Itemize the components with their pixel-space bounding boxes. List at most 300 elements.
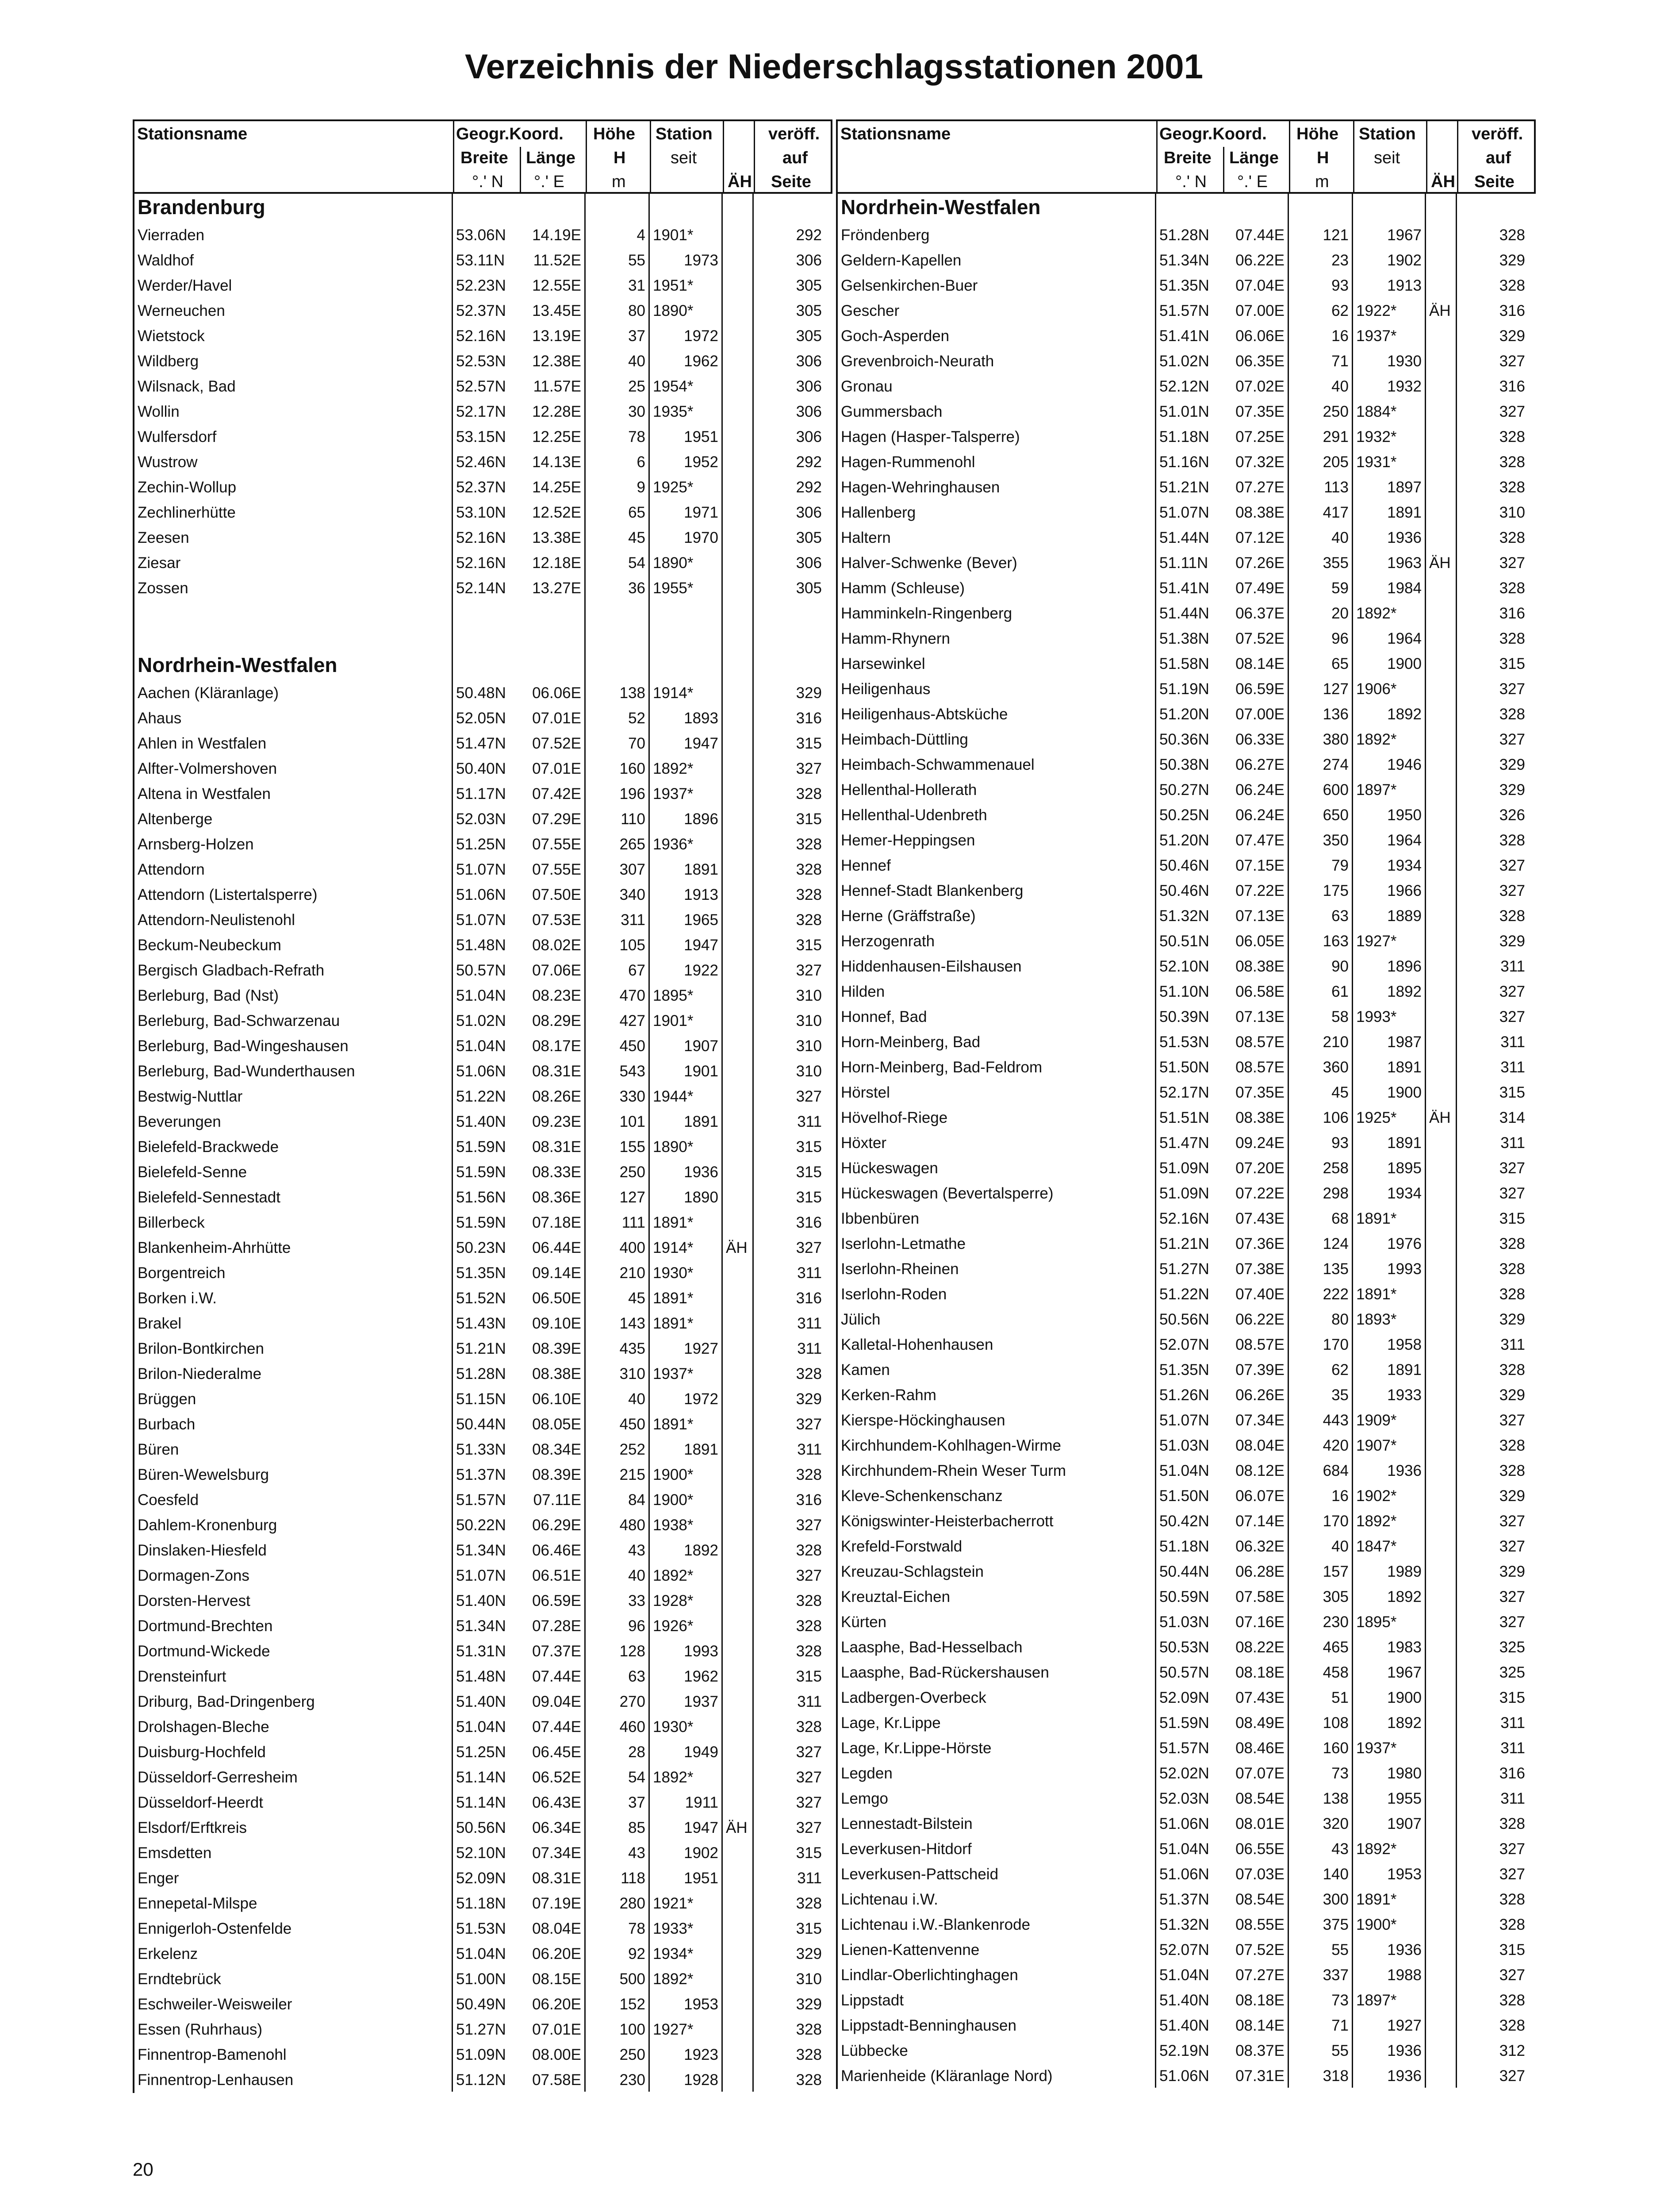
station-since [1353, 1987, 1426, 2012]
ah-flag [723, 1638, 754, 1663]
latitude: 51.04N [456, 1037, 506, 1055]
coordinates-cell [1156, 1861, 1289, 1886]
table-row [838, 1912, 1538, 1938]
ah-flag [1426, 726, 1457, 751]
latitude: 52.53N [456, 353, 506, 370]
latitude: 51.10N [1159, 983, 1209, 1000]
ah-flag [723, 881, 754, 906]
station-since-value: 1946 [1387, 756, 1422, 773]
station-name: Wollin [134, 398, 453, 423]
table-row [134, 1715, 834, 1740]
header-deg-e: °.' E [1237, 173, 1268, 191]
table-row [134, 1009, 834, 1034]
station-since [650, 1184, 723, 1209]
table-row [838, 677, 1538, 702]
station-since [650, 1159, 723, 1184]
station-since-value: 1922 [684, 962, 718, 979]
header-m: m [612, 173, 626, 191]
elevation: 250 [1289, 398, 1353, 423]
station-name: Lage, Kr.Lippe [838, 1709, 1156, 1735]
station-name: Kleve-Schenkenschanz [838, 1482, 1156, 1508]
station-name: Werder/Havel [134, 272, 453, 297]
station-name: Finnentrop-Lenhausen [134, 2066, 453, 2092]
station-since [650, 2016, 723, 2041]
ah-flag [723, 1764, 754, 1789]
ah-flag [1426, 1155, 1457, 1180]
coordinates-cell [1156, 1306, 1289, 1331]
empty-cell [134, 625, 453, 650]
ah-flag [1426, 1407, 1457, 1432]
latitude: 50.57N [1159, 1664, 1209, 1681]
ah-flag [1426, 1482, 1457, 1508]
latitude: 51.31N [456, 1643, 506, 1660]
published-page: 328 [1499, 1260, 1525, 1278]
coordinates-cell [453, 1814, 586, 1839]
station-name: Leverkusen-Hitdorf [838, 1836, 1156, 1861]
station-since [650, 755, 723, 780]
elevation: 65 [586, 499, 650, 524]
coordinates-cell [453, 524, 586, 549]
coordinates-cell [1156, 1382, 1289, 1407]
header-deg-e: °.' E [534, 173, 564, 191]
station-since-value: 1895* [1356, 1613, 1397, 1631]
station-since-value: 1967 [1387, 1664, 1422, 1681]
coordinates-cell [453, 2041, 586, 2066]
station-name: Kirchhundem-Kohlhagen-Wirme [838, 1432, 1156, 1457]
table-row [134, 2017, 834, 2043]
station-since-value: 1911 [685, 1794, 718, 1811]
table-row [838, 1559, 1538, 1585]
table-row [134, 349, 834, 374]
elevation: 43 [586, 1537, 650, 1562]
station-since [1353, 751, 1426, 776]
station-since-value: 1932 [1387, 378, 1422, 395]
empty-cell [134, 600, 453, 625]
latitude: 51.18N [1159, 1538, 1209, 1555]
station-since-value: 1972 [684, 1390, 718, 1408]
latitude: 50.23N [456, 1239, 506, 1256]
table-row [838, 1534, 1538, 1559]
station-since [1353, 373, 1426, 398]
elevation: 80 [1289, 1306, 1353, 1331]
station-name: Aachen (Kläranlage) [134, 680, 453, 705]
latitude: 51.50N [1159, 1487, 1209, 1505]
station-name: Kierspe-Höckinghausen [838, 1407, 1156, 1432]
empty-cell [1353, 192, 1426, 222]
table-row [838, 1610, 1538, 1635]
station-name: Beckum-Neubeckum [134, 932, 453, 957]
longitude: 07.13E [1235, 907, 1285, 925]
latitude: 52.14N [456, 580, 506, 597]
station-since [1353, 1583, 1426, 1609]
station-name: Hamminkeln-Ringenberg [838, 600, 1156, 625]
ah-flag [1426, 1180, 1457, 1205]
station-since [650, 1587, 723, 1613]
published-page: 327 [1499, 403, 1525, 420]
station-since [1353, 2012, 1426, 2037]
elevation: 62 [1289, 297, 1353, 323]
station-since-value: 1891* [1356, 1210, 1397, 1227]
station-name: Dormagen-Zons [134, 1562, 453, 1587]
coordinates-cell [453, 2066, 586, 2092]
station-since [1353, 1003, 1426, 1029]
station-since-value: 1947 [684, 735, 718, 752]
ah-flag [723, 1663, 754, 1688]
latitude: 53.06N [456, 227, 506, 244]
longitude: 08.54E [1235, 1790, 1285, 1807]
coordinates-cell [1156, 1508, 1289, 1533]
section-row [134, 194, 834, 223]
published-page: 329 [1499, 1386, 1525, 1404]
station-name: Beverungen [134, 1108, 453, 1133]
longitude: 08.57E [1235, 1059, 1285, 1076]
table-row [134, 1185, 834, 1210]
station-since [650, 1562, 723, 1587]
empty-cell [586, 192, 650, 222]
elevation: 96 [1289, 625, 1353, 650]
station-name: Hennef-Stadt Blankenberg [838, 877, 1156, 902]
station-since-value: 1902 [1387, 252, 1422, 269]
station-name: Kalletal-Hohenhausen [838, 1331, 1156, 1356]
ah-flag [723, 247, 754, 272]
published-page: 325 [1499, 1664, 1525, 1681]
latitude: 51.32N [1159, 1916, 1209, 1933]
published-page: 327 [1499, 1160, 1525, 1177]
station-since-value: 1891* [653, 1416, 694, 1433]
coordinates-cell [1156, 1735, 1289, 1760]
station-since [1353, 877, 1426, 902]
station-since [650, 1058, 723, 1083]
station-since [1353, 323, 1426, 348]
coordinates-cell [1156, 272, 1289, 297]
station-since [1353, 272, 1426, 297]
station-name: Hagen-Wehringhausen [838, 474, 1156, 499]
coordinates-cell [1156, 802, 1289, 827]
longitude: 13.19E [532, 327, 581, 345]
coordinates-cell [1156, 877, 1289, 902]
latitude: 51.03N [1159, 1613, 1209, 1631]
ah-flag [1426, 1684, 1457, 1709]
ah-flag [1426, 1533, 1457, 1558]
table-row [838, 1358, 1538, 1383]
longitude: 07.06E [532, 962, 581, 979]
latitude: 52.16N [1159, 1210, 1209, 1227]
elevation: 37 [586, 323, 650, 348]
station-since [1353, 928, 1426, 953]
ah-flag [1426, 650, 1457, 676]
station-since [650, 1991, 723, 2016]
ah-flag [1426, 877, 1457, 902]
latitude: 51.41N [1159, 580, 1209, 597]
latitude: 52.10N [1159, 958, 1209, 975]
elevation: 155 [586, 1133, 650, 1159]
station-name: Eschweiler-Weisweiler [134, 1991, 453, 2016]
longitude: 07.43E [1235, 1210, 1285, 1227]
ah-flag [1426, 1735, 1457, 1760]
station-since [1353, 978, 1426, 1003]
latitude: 51.40N [456, 1693, 506, 1710]
station-since-value: 1955 [1387, 1790, 1422, 1807]
latitude: 51.16N [1159, 453, 1209, 471]
latitude: 51.52N [456, 1290, 506, 1307]
ah-flag: ÄH [723, 1814, 754, 1839]
station-since-value: 1890 [684, 1189, 718, 1206]
elevation: 270 [586, 1688, 650, 1713]
station-since [650, 780, 723, 806]
latitude: 51.14N [456, 1794, 506, 1811]
elevation: 55 [1289, 1936, 1353, 1962]
station-name: Billerbeck [134, 1209, 453, 1234]
coordinates-cell [453, 755, 586, 780]
elevation: 54 [586, 1764, 650, 1789]
ah-flag [1426, 1709, 1457, 1735]
latitude: 52.05N [456, 710, 506, 727]
station-name: Altenberge [134, 806, 453, 831]
coordinates-cell [453, 881, 586, 906]
station-name: Bergisch Gladbach-Refrath [134, 957, 453, 982]
latitude: 50.22N [456, 1517, 506, 1534]
station-since-value: 1993* [1356, 1008, 1397, 1025]
ah-flag [723, 423, 754, 449]
coordinates-cell [1156, 549, 1289, 575]
coordinates-cell [453, 1587, 586, 1613]
longitude: 07.55E [532, 836, 581, 853]
station-since-value: 1891 [684, 1113, 718, 1130]
longitude: 12.18E [532, 554, 581, 572]
ah-flag [1426, 701, 1457, 726]
station-since [650, 1234, 723, 1260]
station-since [650, 1083, 723, 1108]
station-name: Iserlohn-Rheinen [838, 1256, 1156, 1281]
elevation: 470 [586, 982, 650, 1007]
published-page: 311 [1500, 1059, 1525, 1076]
station-since-value: 1936 [1387, 1462, 1422, 1479]
published-page: 328 [1499, 1286, 1525, 1303]
station-name: Ennepetal-Milspe [134, 1890, 453, 1915]
header-hoehe: Höhe [593, 125, 635, 143]
coordinates-cell [1156, 953, 1289, 978]
station-since [650, 1915, 723, 1940]
latitude: 51.59N [456, 1138, 506, 1156]
coordinates-cell [1156, 625, 1289, 650]
published-page: 328 [796, 836, 822, 853]
latitude: 52.02N [1159, 1765, 1209, 1782]
latitude: 51.01N [1159, 403, 1209, 420]
table-row [134, 1236, 834, 1261]
latitude: 51.18N [456, 1895, 506, 1912]
ah-flag [1426, 1432, 1457, 1457]
elevation: 310 [586, 1360, 650, 1386]
station-name: Berleburg, Bad (Nst) [134, 982, 453, 1007]
published-page: 328 [796, 2071, 822, 2089]
station-name: Laasphe, Bad-Rückershausen [838, 1659, 1156, 1684]
station-since [1353, 297, 1426, 323]
published-page: 329 [1499, 327, 1525, 345]
latitude: 51.26N [1159, 1386, 1209, 1404]
longitude: 08.38E [532, 1365, 581, 1382]
elevation: 40 [586, 348, 650, 373]
ah-flag [1426, 1029, 1457, 1054]
table-row [838, 1686, 1538, 1711]
table-row [134, 1841, 834, 1866]
published-page: 316 [796, 1290, 822, 1307]
coordinates-cell [453, 1007, 586, 1033]
latitude: 51.21N [456, 1340, 506, 1357]
elevation: 465 [1289, 1634, 1353, 1659]
station-name: Hörstel [838, 1079, 1156, 1104]
station-since-value: 1891* [653, 1214, 694, 1231]
station-since-value: 1947 [684, 937, 718, 954]
latitude: 50.44N [456, 1416, 506, 1433]
station-since [1353, 827, 1426, 852]
elevation: 350 [1289, 827, 1353, 852]
longitude: 07.40E [1235, 1286, 1285, 1303]
longitude: 08.04E [1235, 1437, 1285, 1454]
header-deg-n: °.' N [472, 173, 504, 191]
station-since-value: 1993 [684, 1643, 718, 1660]
elevation: 250 [586, 2041, 650, 2066]
ah-flag [723, 1562, 754, 1587]
header-h: H [614, 149, 626, 167]
published-page: 315 [796, 1189, 822, 1206]
header-ah: ÄH [1431, 173, 1455, 191]
station-name: Lage, Kr.Lippe-Hörste [838, 1735, 1156, 1760]
table-row [134, 757, 834, 782]
published-page: 311 [797, 1264, 822, 1282]
longitude: 07.36E [1235, 1235, 1285, 1252]
published-page: 328 [796, 2021, 822, 2038]
elevation: 28 [586, 1739, 650, 1764]
station-since-value: 1970 [684, 529, 718, 546]
published-page: 328 [1499, 1361, 1525, 1379]
table-row [134, 1992, 834, 2017]
table-row [134, 1084, 834, 1110]
station-name: Attendorn (Listertalsperre) [134, 881, 453, 906]
coordinates-cell [1156, 1533, 1289, 1558]
published-page: 326 [1499, 806, 1525, 824]
station-since-value: 1891* [1356, 1891, 1397, 1908]
station-name: Hennef [838, 852, 1156, 877]
elevation: 30 [586, 398, 650, 423]
station-name: Kreuztal-Eichen [838, 1583, 1156, 1609]
station-since-value: 1927 [684, 1340, 718, 1357]
longitude: 08.39E [532, 1466, 581, 1483]
published-page: 327 [796, 1517, 822, 1534]
longitude: 12.52E [532, 504, 581, 521]
ah-flag [723, 323, 754, 348]
latitude: 51.15N [456, 1390, 506, 1408]
station-name: Duisburg-Hochfeld [134, 1739, 453, 1764]
blank-row [134, 601, 834, 626]
station-since [1353, 1356, 1426, 1382]
station-since-value: 1892* [1356, 1513, 1397, 1530]
station-since-value: 1951* [653, 277, 694, 294]
coordinates-cell [1156, 701, 1289, 726]
ah-flag [1426, 1760, 1457, 1785]
published-page: 328 [1499, 630, 1525, 647]
published-page: 327 [1499, 353, 1525, 370]
table-row [134, 1614, 834, 1639]
station-name: Kürten [838, 1609, 1156, 1634]
table-row [838, 2013, 1538, 2039]
coordinates-cell [453, 1537, 586, 1562]
table-row [134, 1639, 834, 1664]
coordinates-cell [453, 1108, 586, 1133]
published-page: 327 [1499, 1412, 1525, 1429]
station-since [650, 222, 723, 247]
longitude: 07.19E [532, 1895, 581, 1912]
station-since [650, 1865, 723, 1890]
station-since-value: 1893* [1356, 1311, 1397, 1328]
latitude: 50.56N [1159, 1311, 1209, 1328]
table-row [134, 1513, 834, 1538]
table-row [134, 1034, 834, 1059]
coordinates-cell [1156, 1962, 1289, 1987]
ah-flag [723, 1184, 754, 1209]
station-since-value: 1907 [684, 1037, 718, 1055]
station-name: Wildberg [134, 348, 453, 373]
table-row [134, 1816, 834, 1841]
header-hoehe: Höhe [1296, 125, 1338, 143]
table-row [134, 1463, 834, 1488]
table-row [134, 1488, 834, 1513]
station-name: Bestwig-Nuttlar [134, 1083, 453, 1108]
ah-flag [723, 1360, 754, 1386]
elevation: 61 [1289, 978, 1353, 1003]
elevation: 52 [586, 705, 650, 730]
coordinates-cell [453, 1386, 586, 1411]
station-name: Krefeld-Forstwald [838, 1533, 1156, 1558]
latitude: 52.19N [1159, 2042, 1209, 2059]
coordinates-cell [453, 549, 586, 575]
station-name: Leverkusen-Pattscheid [838, 1861, 1156, 1886]
published-page: 329 [1499, 252, 1525, 269]
elevation: 100 [586, 2016, 650, 2041]
empty-cell [586, 650, 650, 680]
station-since [1353, 499, 1426, 524]
published-page: 327 [1499, 857, 1525, 874]
elevation: 460 [586, 1713, 650, 1739]
published-page: 315 [796, 810, 822, 828]
station-since [650, 1209, 723, 1234]
station-since [1353, 1256, 1426, 1281]
station-since [1353, 1785, 1426, 1810]
published-page: 329 [796, 1996, 822, 2013]
published-page: 310 [796, 987, 822, 1004]
header-laenge: Länge [1229, 149, 1279, 167]
section-heading: Nordrhein-Westfalen [838, 192, 1156, 222]
station-name: Brakel [134, 1310, 453, 1335]
ah-flag [723, 1991, 754, 2016]
ah-flag: ÄH [723, 1234, 754, 1260]
table-row [838, 1938, 1538, 1963]
longitude: 07.52E [1235, 630, 1285, 647]
table-row [838, 576, 1538, 601]
station-since [650, 881, 723, 906]
longitude: 08.14E [1235, 655, 1285, 672]
coordinates-cell [453, 1688, 586, 1713]
latitude: 51.27N [456, 2021, 506, 2038]
longitude: 07.43E [1235, 1689, 1285, 1706]
coordinates-cell [453, 1713, 586, 1739]
station-name: Dinslaken-Hiesfeld [134, 1537, 453, 1562]
coordinates-cell [453, 1335, 586, 1360]
latitude: 51.40N [456, 1113, 506, 1130]
elevation: 62 [1289, 1356, 1353, 1382]
station-name: Bielefeld-Senne [134, 1159, 453, 1184]
published-page: 316 [1499, 302, 1525, 319]
latitude: 50.36N [1159, 731, 1209, 748]
